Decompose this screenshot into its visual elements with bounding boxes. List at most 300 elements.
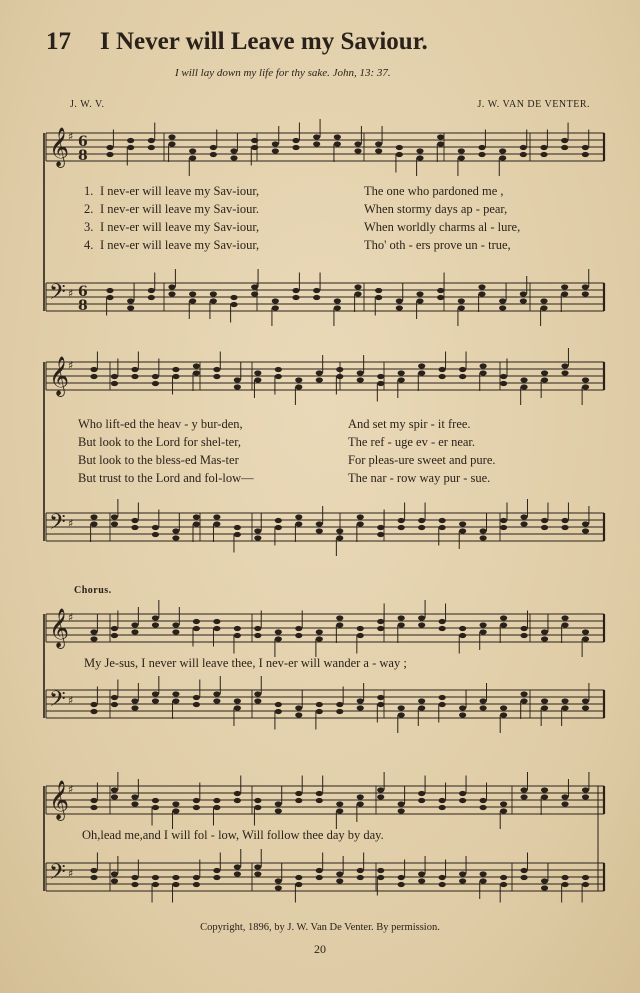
note-head <box>478 291 485 296</box>
note-head <box>561 138 568 143</box>
note-head <box>375 141 382 146</box>
note-head <box>375 288 382 293</box>
bass-clef: 𝄢 <box>49 280 66 310</box>
note-head <box>189 148 196 153</box>
note-head <box>541 885 548 890</box>
note-head <box>500 801 507 806</box>
lyric-line: But look to the bless-ed Mas-ter <box>78 453 239 467</box>
key-signature-sharp: ♯ <box>68 867 74 880</box>
note-head <box>500 882 507 887</box>
note-head <box>416 155 423 160</box>
note-head <box>316 709 323 714</box>
note-head <box>254 535 261 540</box>
note-head <box>396 298 403 303</box>
note-head <box>416 291 423 296</box>
note-head <box>172 528 179 533</box>
note-head <box>561 370 568 375</box>
note-head <box>210 152 217 157</box>
note-head <box>295 626 302 631</box>
note-head <box>131 622 138 627</box>
note-head <box>357 514 364 519</box>
note-head <box>582 521 589 526</box>
note-head <box>377 626 384 631</box>
note-head <box>90 805 97 810</box>
note-head <box>398 882 405 887</box>
note-head <box>213 698 220 703</box>
note-head <box>357 626 364 631</box>
note-head <box>398 377 405 382</box>
note-head <box>377 525 384 530</box>
treble-clef: 𝄞 <box>49 356 70 396</box>
note-head <box>459 712 466 717</box>
note-head <box>334 141 341 146</box>
page-number: 20 <box>314 942 326 956</box>
note-head <box>439 374 446 379</box>
note-head <box>272 298 279 303</box>
note-head <box>336 878 343 883</box>
note-head <box>148 138 155 143</box>
note-head <box>480 528 487 533</box>
note-head <box>418 525 425 530</box>
lyric-line: I nev-er will leave my Sav-iour, <box>100 184 260 198</box>
note-head <box>230 302 237 307</box>
note-head <box>500 615 507 620</box>
note-head <box>439 882 446 887</box>
note-head <box>90 514 97 519</box>
note-head <box>295 882 302 887</box>
note-head <box>377 875 384 880</box>
note-head <box>295 633 302 638</box>
note-head <box>561 882 568 887</box>
note-head <box>189 291 196 296</box>
note-head <box>213 875 220 880</box>
note-head <box>313 288 320 293</box>
note-head <box>316 528 323 533</box>
note-head <box>213 805 220 810</box>
note-head <box>90 367 97 372</box>
note-head <box>254 633 261 638</box>
note-head <box>541 629 548 634</box>
note-head <box>377 374 384 379</box>
note-head <box>398 808 405 813</box>
note-head <box>131 882 138 887</box>
note-head <box>90 868 97 873</box>
note-head <box>416 148 423 153</box>
note-head <box>111 521 118 526</box>
note-head <box>500 374 507 379</box>
note-head <box>418 798 425 803</box>
note-head <box>90 798 97 803</box>
stanza-number: 1. <box>84 184 94 198</box>
note-head <box>292 145 299 150</box>
lyric-line: But look to the Lord for shel-ter, <box>78 435 242 449</box>
key-signature-sharp: ♯ <box>68 694 74 707</box>
note-head <box>172 698 179 703</box>
note-head <box>295 875 302 880</box>
note-head <box>398 801 405 806</box>
bass-clef: 𝄢 <box>49 510 66 540</box>
note-head <box>254 805 261 810</box>
note-head <box>561 291 568 296</box>
note-head <box>439 619 446 624</box>
note-head <box>541 518 548 523</box>
note-head <box>152 805 159 810</box>
note-head <box>561 698 568 703</box>
time-signature: 6 <box>78 284 88 300</box>
note-head <box>90 636 97 641</box>
note-head <box>458 148 465 153</box>
note-head <box>458 155 465 160</box>
note-head <box>520 514 527 519</box>
bass-clef: 𝄢 <box>49 860 66 890</box>
note-head <box>131 698 138 703</box>
note-head <box>193 875 200 880</box>
time-signature: 6 <box>78 134 88 150</box>
note-head <box>561 801 568 806</box>
note-head <box>459 528 466 533</box>
note-head <box>398 705 405 710</box>
treble-clef: 𝄞 <box>49 127 70 167</box>
lyric-line: I nev-er will leave my Sav-iour. <box>100 202 259 216</box>
note-head <box>520 377 527 382</box>
note-head <box>152 381 159 386</box>
note-head <box>375 148 382 153</box>
note-head <box>520 691 527 696</box>
note-head <box>295 798 302 803</box>
note-head <box>336 808 343 813</box>
note-head <box>106 295 113 300</box>
note-head <box>377 702 384 707</box>
note-head <box>316 370 323 375</box>
chorus-lyric-line: My Je-sus, I never will leave thee, I nev-er will wander a - way ; <box>84 656 407 670</box>
note-head <box>459 798 466 803</box>
lyric-line: The nar - row way pur - sue. <box>348 471 491 485</box>
note-head <box>316 702 323 707</box>
note-head <box>316 629 323 634</box>
note-head <box>357 633 364 638</box>
note-head <box>459 626 466 631</box>
note-head <box>213 798 220 803</box>
note-head <box>189 155 196 160</box>
note-head <box>254 871 261 876</box>
note-head <box>357 801 364 806</box>
note-head <box>234 698 241 703</box>
note-head <box>254 698 261 703</box>
note-head <box>152 374 159 379</box>
note-head <box>127 305 134 310</box>
note-head <box>418 878 425 883</box>
note-head <box>357 875 364 880</box>
note-head <box>500 622 507 627</box>
note-head <box>334 134 341 139</box>
note-head <box>213 619 220 624</box>
note-head <box>213 868 220 873</box>
note-head <box>439 525 446 530</box>
lyric-line: I nev-er will leave my Sav-iour, <box>100 238 260 252</box>
note-head <box>111 633 118 638</box>
note-head <box>295 514 302 519</box>
note-head <box>213 626 220 631</box>
note-head <box>336 709 343 714</box>
note-head <box>582 875 589 880</box>
note-head <box>254 691 261 696</box>
note-head <box>480 798 487 803</box>
note-head <box>254 370 261 375</box>
note-head <box>520 298 527 303</box>
treble-clef: 𝄞 <box>49 780 70 820</box>
time-signature: 8 <box>78 148 88 164</box>
note-head <box>127 145 134 150</box>
note-head <box>172 691 179 696</box>
note-head <box>316 798 323 803</box>
note-head <box>520 787 527 792</box>
note-head <box>418 791 425 796</box>
note-head <box>459 374 466 379</box>
note-head <box>316 377 323 382</box>
note-head <box>234 633 241 638</box>
lyric-line: When stormy days ap - pear, <box>364 202 508 216</box>
note-head <box>316 791 323 796</box>
note-head <box>111 878 118 883</box>
note-head <box>582 384 589 389</box>
note-head <box>316 636 323 641</box>
note-head <box>213 367 220 372</box>
note-head <box>480 878 487 883</box>
note-head <box>582 882 589 887</box>
note-head <box>148 295 155 300</box>
note-head <box>459 871 466 876</box>
note-head <box>439 695 446 700</box>
note-head <box>172 808 179 813</box>
note-head <box>193 514 200 519</box>
note-head <box>313 141 320 146</box>
note-head <box>90 374 97 379</box>
note-head <box>254 798 261 803</box>
note-head <box>499 155 506 160</box>
note-head <box>398 615 405 620</box>
note-head <box>357 377 364 382</box>
note-head <box>541 698 548 703</box>
note-head <box>152 875 159 880</box>
note-head <box>582 377 589 382</box>
bass-clef: 𝄢 <box>49 687 66 717</box>
note-head <box>295 705 302 710</box>
note-head <box>357 705 364 710</box>
note-head <box>377 794 384 799</box>
note-head <box>254 626 261 631</box>
note-head <box>582 284 589 289</box>
note-head <box>459 521 466 526</box>
note-head <box>500 381 507 386</box>
note-head <box>541 878 548 883</box>
lyric-line: And set my spir - it free. <box>348 417 471 431</box>
note-head <box>398 712 405 717</box>
note-head <box>357 521 364 526</box>
hymn-title: I Never will Leave my Saviour. <box>100 28 428 55</box>
note-head <box>275 636 282 641</box>
note-head <box>295 791 302 796</box>
note-head <box>111 794 118 799</box>
note-head <box>520 633 527 638</box>
note-head <box>316 521 323 526</box>
note-head <box>499 148 506 153</box>
note-head <box>398 370 405 375</box>
note-head <box>90 521 97 526</box>
note-head <box>234 705 241 710</box>
note-head <box>172 629 179 634</box>
note-head <box>375 295 382 300</box>
note-head <box>254 528 261 533</box>
note-head <box>500 808 507 813</box>
note-head <box>377 619 384 624</box>
note-head <box>131 705 138 710</box>
note-head <box>111 381 118 386</box>
note-head <box>541 787 548 792</box>
note-head <box>193 370 200 375</box>
lyric-line: For pleas-ure sweet and pure. <box>348 453 496 467</box>
note-head <box>90 709 97 714</box>
note-head <box>418 370 425 375</box>
note-head <box>234 871 241 876</box>
note-head <box>131 801 138 806</box>
copyright-notice: Copyright, 1896, by J. W. Van De Venter. By permission. <box>200 922 440 933</box>
note-head <box>234 864 241 869</box>
note-head <box>168 291 175 296</box>
note-head <box>152 698 159 703</box>
note-head <box>90 629 97 634</box>
note-head <box>193 521 200 526</box>
note-head <box>478 284 485 289</box>
note-head <box>500 705 507 710</box>
note-head <box>540 145 547 150</box>
note-head <box>275 374 282 379</box>
note-head <box>336 622 343 627</box>
note-head <box>152 532 159 537</box>
note-head <box>295 377 302 382</box>
note-head <box>357 794 364 799</box>
note-head <box>582 528 589 533</box>
note-head <box>172 875 179 880</box>
note-head <box>439 367 446 372</box>
note-head <box>377 695 384 700</box>
note-head <box>398 622 405 627</box>
note-head <box>292 288 299 293</box>
note-head <box>582 145 589 150</box>
note-head <box>275 629 282 634</box>
note-head <box>193 619 200 624</box>
note-head <box>234 525 241 530</box>
note-head <box>111 626 118 631</box>
note-head <box>295 712 302 717</box>
note-head <box>480 535 487 540</box>
note-head <box>292 138 299 143</box>
note-head <box>398 518 405 523</box>
note-head <box>272 141 279 146</box>
note-head <box>561 525 568 530</box>
note-head <box>168 134 175 139</box>
note-head <box>459 878 466 883</box>
note-head <box>172 367 179 372</box>
note-head <box>234 384 241 389</box>
note-head <box>480 370 487 375</box>
lyric-line: The ref - uge ev - er near. <box>348 435 476 449</box>
note-head <box>90 702 97 707</box>
note-head <box>561 284 568 289</box>
note-head <box>520 698 527 703</box>
note-head <box>189 298 196 303</box>
note-head <box>437 134 444 139</box>
note-head <box>148 145 155 150</box>
note-head <box>520 291 527 296</box>
note-head <box>499 298 506 303</box>
note-head <box>193 626 200 631</box>
note-head <box>520 152 527 157</box>
note-head <box>520 626 527 631</box>
note-head <box>210 145 217 150</box>
note-head <box>336 801 343 806</box>
lyric-line: When worldly charms al - lure, <box>364 220 521 234</box>
note-head <box>541 377 548 382</box>
note-head <box>275 367 282 372</box>
note-head <box>272 148 279 153</box>
note-head <box>561 622 568 627</box>
note-head <box>295 384 302 389</box>
note-head <box>520 794 527 799</box>
note-head <box>254 377 261 382</box>
note-head <box>316 875 323 880</box>
hymn-number: 17 <box>46 28 71 55</box>
note-head <box>377 381 384 386</box>
note-head <box>111 702 118 707</box>
note-head <box>499 305 506 310</box>
note-head <box>210 291 217 296</box>
note-head <box>272 305 279 310</box>
chorus-label: Chorus. <box>74 585 112 596</box>
note-head <box>254 864 261 869</box>
note-head <box>131 518 138 523</box>
note-head <box>582 787 589 792</box>
note-head <box>106 288 113 293</box>
note-head <box>396 305 403 310</box>
key-signature-sharp: ♯ <box>68 287 74 300</box>
note-head <box>480 363 487 368</box>
treble-clef: 𝄞 <box>49 608 70 648</box>
key-signature-sharp: ♯ <box>68 517 74 530</box>
lyric-line: The one who pardoned me , <box>364 184 504 198</box>
note-head <box>193 695 200 700</box>
lyric-line: I nev-er will leave my Sav-iour, <box>100 220 260 234</box>
note-head <box>439 626 446 631</box>
note-head <box>336 615 343 620</box>
note-head <box>561 145 568 150</box>
note-head <box>478 152 485 157</box>
note-head <box>292 295 299 300</box>
note-head <box>148 288 155 293</box>
note-head <box>152 525 159 530</box>
note-head <box>418 615 425 620</box>
note-head <box>131 374 138 379</box>
note-head <box>541 636 548 641</box>
note-head <box>540 152 547 157</box>
note-head <box>172 801 179 806</box>
note-head <box>354 284 361 289</box>
note-head <box>480 871 487 876</box>
lyric-line: But trust to the Lord and fol-low— <box>78 471 254 485</box>
note-head <box>418 622 425 627</box>
note-head <box>418 871 425 876</box>
key-signature-sharp: ♯ <box>68 783 74 796</box>
note-head <box>520 384 527 389</box>
